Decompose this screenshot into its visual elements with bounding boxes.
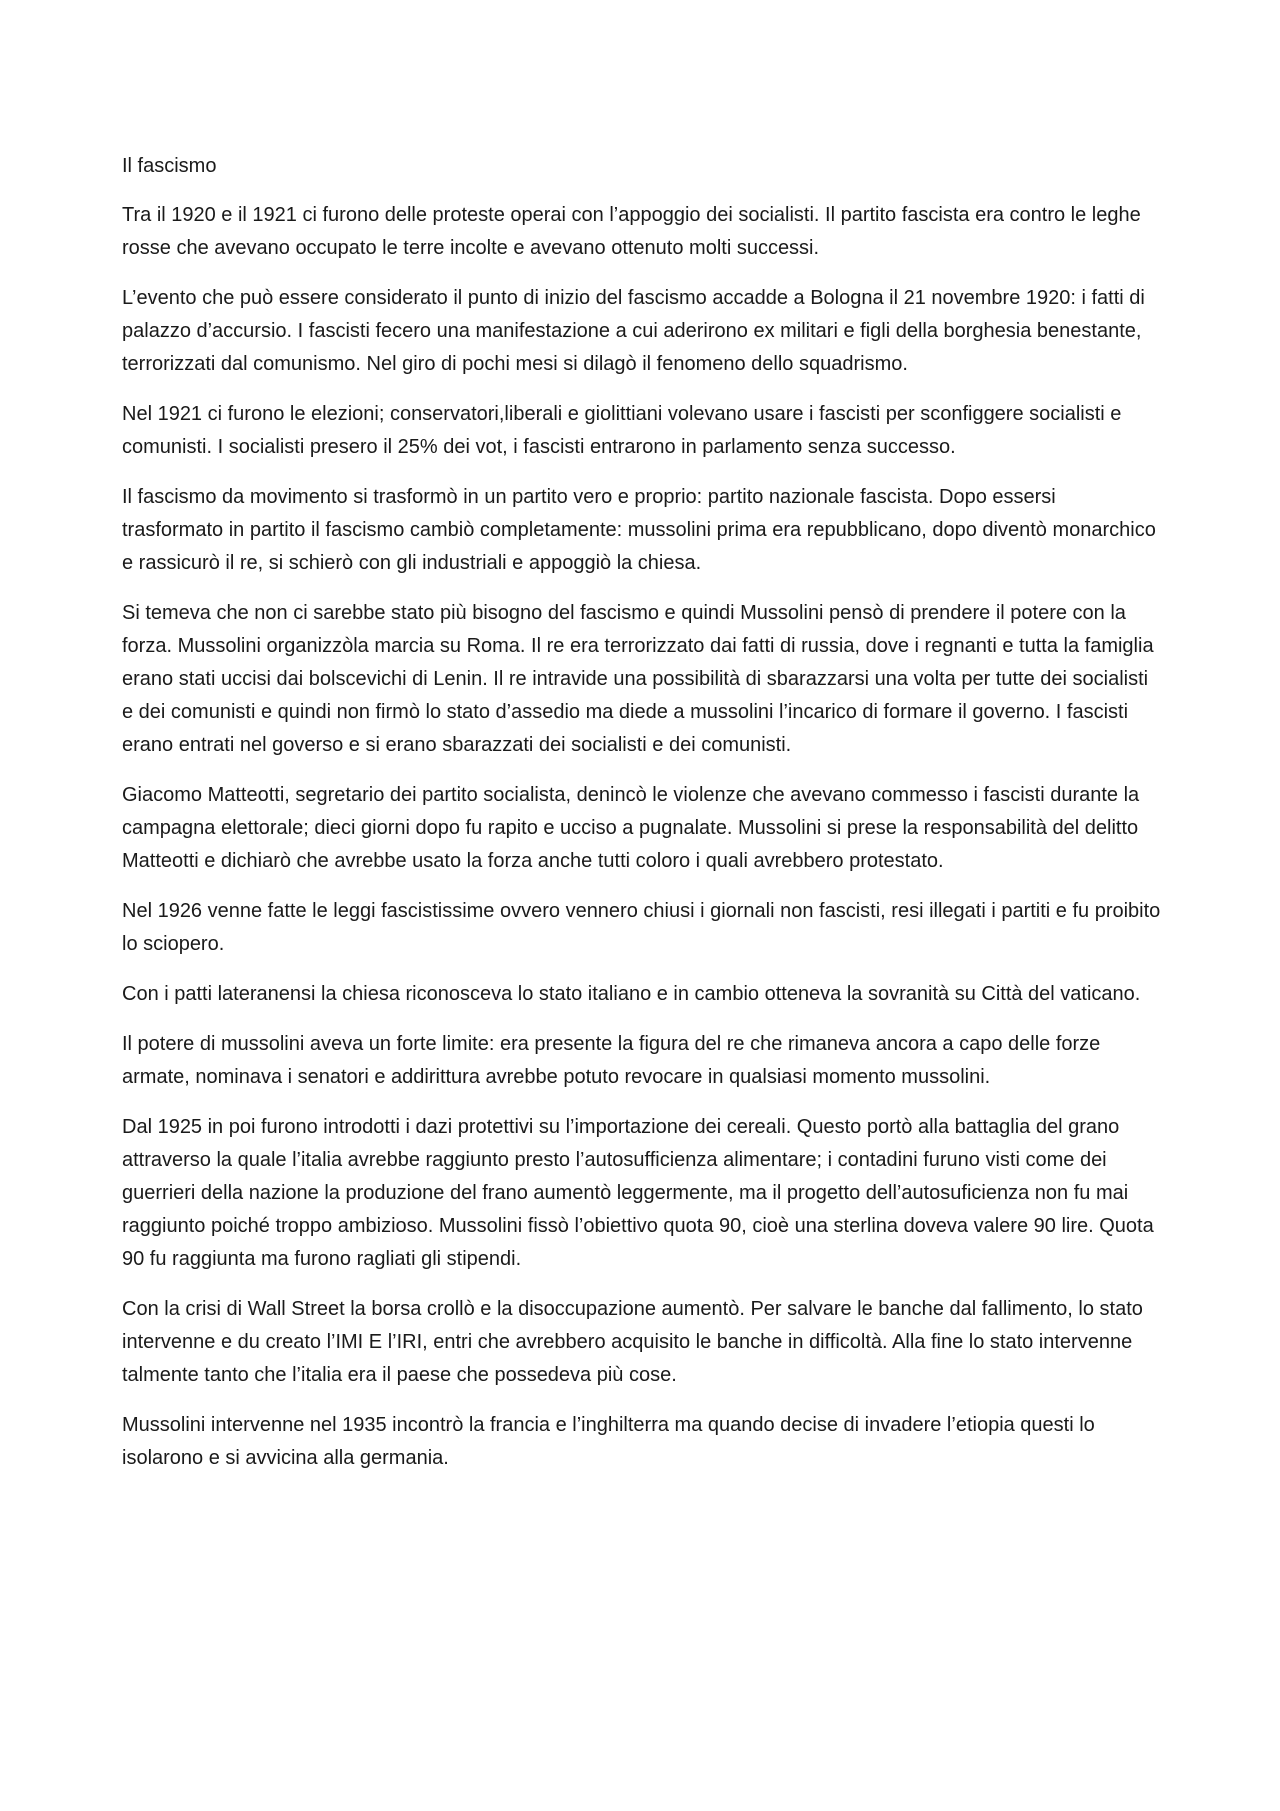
document-body [122,150,1162,1492]
paragraph: Dal 1925 in poi furono introdotti i dazi protettivi su l’importazione dei cereali. Questo portò alla battaglia del grano attraverso la quale l’italia avrebbe raggiunto presto l’autosufficienza alimentare; i contadini furuno visti come dei guerrieri della nazione la produzione del frano aumentò leggermente, ma il progetto dell’autosuficienza non fu mai raggiunto poiché troppo ambizioso. Mussolini fissò l’obiettivo quota 90, cioè una sterlina doveva valere 90 lire. Quota 90 fu raggiunta ma furono ragliati gli stipendi. [122,1116,1154,1270]
paragraph: Si temeva che non ci sarebbe stato più bisogno del fascismo e quindi Mussolini pensò di prendere il potere con la forza. Mussolini organizzòla marcia su Roma. Il re era terrorizzato dai fatti di russia, dove i regnanti e tutta la famiglia erano stati uccisi dai bolscevichi di Lenin. Il re intravide una possibilità di sbarazzarsi una volta per tutte dei socialisti e dei comunisti e quindi non firmò lo stato d’assedio ma diede a mussolini l’incarico di formare il governo. I fascisti erano entrati nel goverso e si erano sbarazzati dei socialisti e dei comunisti. [122,602,1154,756]
paragraph: Con i patti lateranensi la chiesa riconosceva lo stato italiano e in cambio otteneva la sovranità su Città del vaticano. [122,983,1141,1005]
paragraph: Giacomo Matteotti, segretario dei partito socialista, denincò le violenze che avevano commesso i fascisti durante la campagna elettorale; dieci giorni dopo fu rapito e ucciso a pugnalate. Mussolini si prese la responsabilità del delitto Matteotti e dichiarò che avrebbe usato la forza anche tutti coloro i quali avrebbero protestato. [122,784,1140,872]
document-title: Il fascismo [122,155,217,177]
paragraph: Il potere di mussolini aveva un forte limite: era presente la figura del re che rimaneva ancora a capo delle forze armate, nominava i senatori e addirittura avrebbe potuto revocare in qualsiasi momento mussolini. [122,1033,1101,1088]
paragraph: Il fascismo da movimento si trasformò in un partito vero e proprio: partito nazionale fascista. Dopo essersi trasformato in partito il fascismo cambiò completamente: mussolini prima era repubblicano, dopo diventò monarchico e rassicurò il re, si schierò con gli industriali e appoggiò la chiesa. [122,486,1156,574]
paragraph: Tra il 1920 e il 1921 ci furono delle proteste operai con l’appoggio dei socialisti. Il partito fascista era contro le leghe rosse che avevano occupato le terre incolte e avevano ottenuto molti successi. [122,204,1141,259]
paragraph: Con la crisi di Wall Street la borsa crollò e la disoccupazione aumentò. Per salvare le banche dal fallimento, lo stato intervenne e du creato l’IMI E l’IRI, entri che avrebbero acquisito le banche in difficoltà. Alla fine lo stato intervenne talmente tanto che l’italia era il paese che possedeva più cose. [122,1298,1143,1386]
paragraph: Nel 1921 ci furono le elezioni; conservatori,liberali e giolittiani volevano usare i fascisti per sconfiggere socialisti e comunisti. I socialisti presero il 25% dei vot, i fascisti entrarono in parlamento senza successo. [122,403,1122,458]
paragraph: Nel 1926 venne fatte le leggi fascistissime ovvero vennero chiusi i giornali non fascisti, resi illegati i partiti e fu proibito lo sciopero. [122,900,1161,955]
paragraph: Mussolini intervenne nel 1935 incontrò la francia e l’inghilterra ma quando decise di invadere l’etiopia questi lo isolarono e si avvicina alla germania. [122,1414,1095,1469]
paragraph: L’evento che può essere considerato il punto di inizio del fascismo accadde a Bologna il 21 novembre 1920: i fatti di palazzo d’accursio. I fascisti fecero una manifestazione a cui aderirono ex militari e figli della borghesia benestante, terrorizzati dal comunismo. Nel giro di pochi mesi si dilagò il fenomeno dello squadrismo. [122,287,1145,375]
